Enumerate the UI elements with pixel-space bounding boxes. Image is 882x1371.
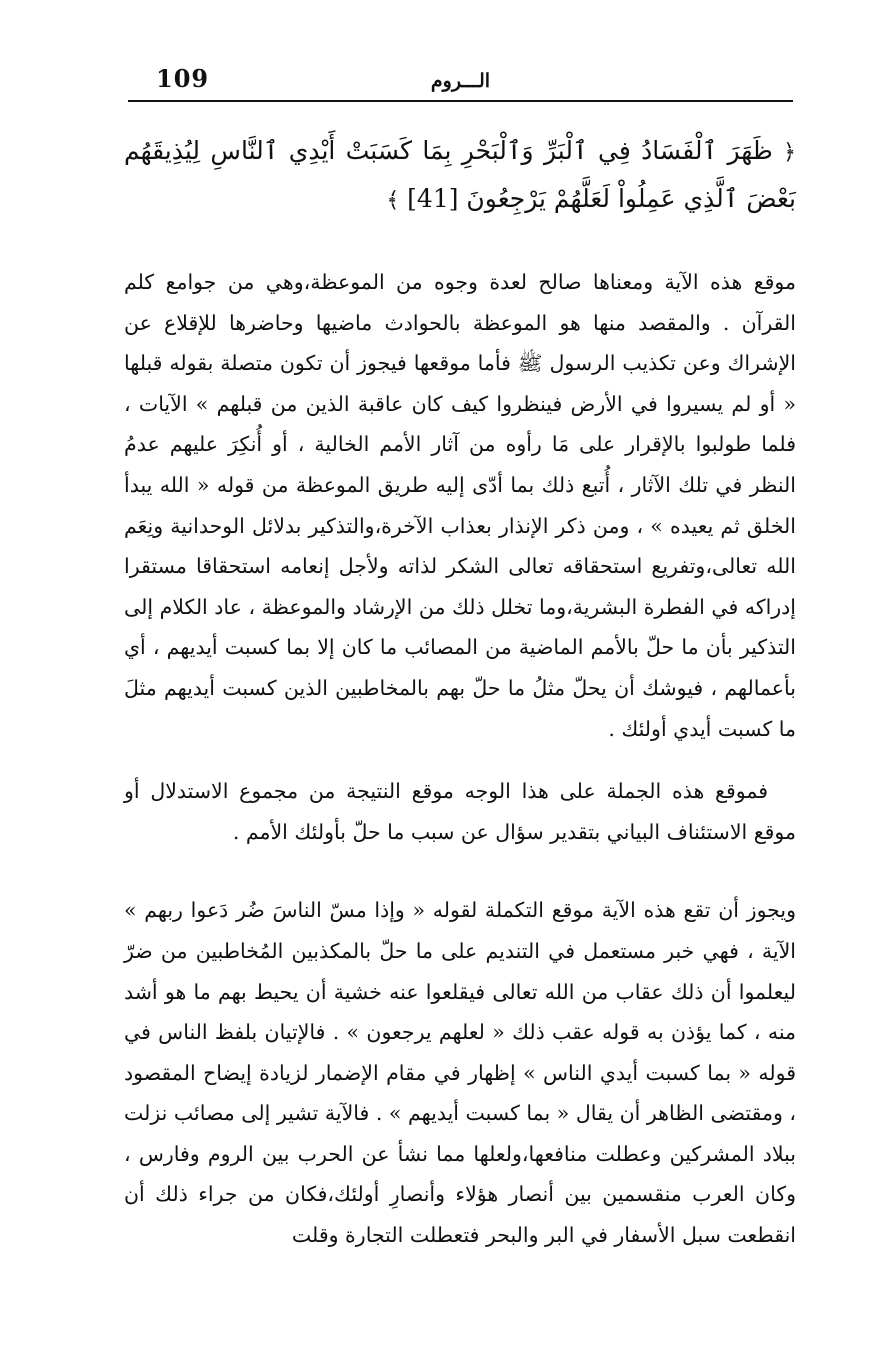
surah-title: الـــروم (430, 70, 491, 92)
page-number: 109 (156, 64, 210, 93)
verse-open-bracket: ﴿ (783, 140, 796, 165)
verse-close-bracket: ﴾ (386, 188, 400, 213)
page-body (124, 128, 796, 1256)
quran-verse (124, 128, 796, 224)
page-header (128, 58, 793, 102)
commentary-paragraph-1: موقع هذه الآية ومعناها صالح لعدة وجوه من الموعظة،وهي من جوامع كلم القرآن . والمقصد منها هو الموعظة بالحوادث ماضيها وحاضرها للإقلاع عن الإشراك وعن تكذيب الرسول ﷺ فأما موقعها فيجوز أن تكون متصلة بقوله قبلها « أو لم يسيروا في الأرض فينظروا كيف كان عاقبة الذين من قبلهم » الآيات ، فلما طولبوا بالإقرار على مَا رأوه من آثار الأمم الخالية ، أو أُنكِرَ عليهم عدمُ النظر في تلك الآثار ، أُتبع ذلك بما أدّى إليه طريق الموعظة من قوله « الله يبدأ الخلق ثم يعيده » ، ومن ذكر الإنذار بعذاب الآخرة،والتذكير بدلائل الوحدانية ونِعَم الله تعالى،وتفريع استحقاقه تعالى الشكر لذاته ولأجل إنعامه استحقاقا مستقرا إدراكه في الفطرة البشرية،وما تخلل ذلك من الإرشاد والموعظة ، عاد الكلام إلى التذكير بأن ما حلّ بالأمم الماضية من المصائب ما كان إلا بما كسبت أيديهم ، أي بأعمالهم ، فيوشك أن يحلّ مثلُ ما حلّ بهم بالمخاطبين الذين كسبت أيديهم مثلَ ما كسبت أيدي أولئك . (124, 270, 796, 741)
commentary-paragraph-2: فموقع هذه الجملة على هذا الوجه موقع النتيجة من مجموع الاستدلال أو موقع الاستئناف البياني بتقدير سؤال عن سبب ما حلّ بأولئك الأمم . (124, 779, 796, 844)
verse-text: ظَهَرَ ٱلْفَسَادُ فِي ٱلْبَرِّ وَٱلْبَحْرِ بِمَا كَسَبَتْ أَيْدِي ٱلنَّاسِ لِيُذِيقَهُم بَعْضَ ٱلَّذِي عَمِلُواْ لَعَلَّهُمْ يَرْجِعُونَ [41] (124, 136, 796, 213)
commentary-paragraph-3: ويجوز أن تقع هذه الآية موقع التكملة لقوله « وإذا مسّ الناسَ ضُر دَعوا ربهم » الآية ، فهي خبر مستعمل في التنديم على ما حلّ بالمكذبين المُخاطبين من ضرّ ليعلموا أن ذلك عقاب من الله تعالى فيقلعوا عنه خشية أن يحيط بهم ما هو أشد منه ، كما يؤذن به قوله عقب ذلك « لعلهم يرجعون » . فالإتيان بلفظ الناس في قوله « بما كسبت أيدي الناس » إظهار في مقام الإضمار لزيادة إيضاح المقصود ، ومقتضى الظاهر أن يقال « بما كسبت أيديهم » . فالآية تشير إلى مصائب نزلت ببلاد المشركين وعطلت منافعها،ولعلها مما نشأ عن الحرب بين الروم وفارس ، وكان العرب منقسمين بين أنصار هؤلاء وأنصارِ أولئك،فكان من جراء ذلك أن انقطعت سبل الأسفار في البر والبحر فتعطلت التجارة وقلت (124, 898, 796, 1248)
